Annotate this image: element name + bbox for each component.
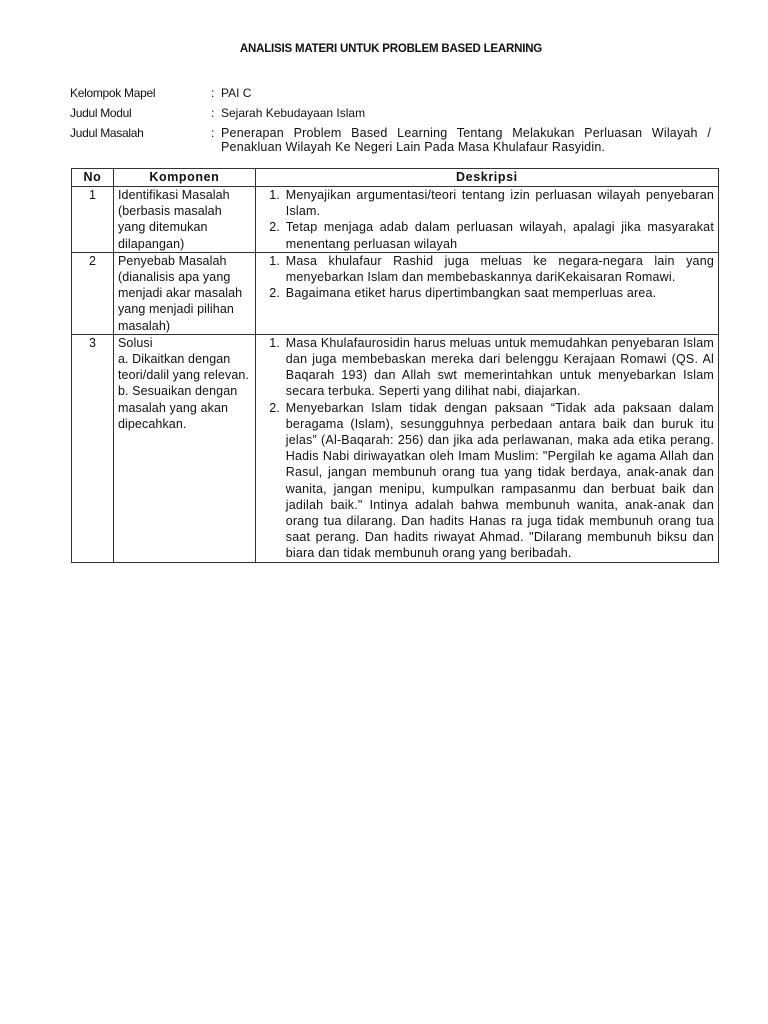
meta-colon: : [211, 106, 215, 120]
deskripsi-list [260, 335, 714, 562]
row-komponen: Penyebab Masalah (dianalisis apa yang menjadi akar masalah yang menjadi pilihan masalah) [113, 252, 255, 334]
meta-key: Kelompok Mapel [70, 86, 156, 100]
komponen-line: b. Sesuaikan dengan masalah yang akan dipecahkan. [117, 384, 238, 431]
meta-value: Sejarah Kebudayaan Islam [221, 106, 366, 120]
row-number: 2 [72, 252, 114, 334]
meta-value: Penerapan Problem Based Learning Tentang Melakukan Perluasan Wilayah / Penakluan Wilayah Ke Negeri Lain Pada Masa Khulafaur Rasyidin. [221, 126, 711, 154]
row-komponen [113, 334, 255, 562]
row-deskripsi [255, 252, 718, 334]
analysis-table [71, 168, 719, 563]
list-item: 1. Menyajikan argumentasi/teori tentang izin perluasan wilayah penyebaran Islam. [284, 187, 714, 219]
deskripsi-list [260, 187, 714, 252]
row-deskripsi [255, 187, 718, 253]
meta-colon: : [211, 86, 215, 100]
meta-key: Judul Masalah [70, 126, 144, 140]
meta-key: Judul Modul [70, 106, 132, 120]
table-header-row [72, 169, 719, 187]
table-row [72, 334, 719, 562]
table-row [72, 187, 719, 253]
header-deskripsi: Deskripsi [255, 169, 718, 187]
row-number: 1 [72, 187, 114, 253]
komponen-line: Solusi [117, 335, 153, 350]
list-item: 2. Tetap menjaga adab dalam perluasan wilayah, apalagi jika masyarakat menentang perluasan wilayah [284, 219, 714, 251]
list-item: 2. Menyebarkan Islam tidak dengan paksaan “Tidak ada paksaan dalam beragama (Islam), sesungguhnya perbedaan antara baik dan buruk itu jelas” (Al-Baqarah: 256) dan jika ada perlawanan, maka ada etika perang. Hadis Nabi diriwayatkan oleh Imam Muslim: "Pergilah ke agama Allah dan Rasul, jangan membunuh orang tua yang tidak berdaya, anak-anak dan wanita, jangan menipu, kumpulkan rampasanmu dan berbuat baik dan jadilah baik." Intinya adalah bahwa membunuh wanita, anak-anak dan orang tua dilarang. Dan hadits Hanas ra juga tidak membunuh orang tua saat perang. Dan hadits riwayat Ahmad. "Dilarang membunuh biksu dan biara dan tidak membunuh orang yang beribadah. [284, 400, 714, 562]
komponen-line: a. Dikaitkan dengan teori/dalil yang relevan. [117, 352, 249, 383]
document-title: ANALISIS MATERI UNTUK PROBLEM BASED LEARNING [239, 43, 543, 55]
list-item: 2. Bagaimana etiket harus dipertimbangkan saat memperluas area. [284, 285, 714, 301]
header-no: No [72, 169, 114, 187]
list-item: 1. Masa khulafaur Rashid juga meluas ke negara-negara lain yang menyebarkan Islam dan membebaskannya dariKekaisaran Romawi. [284, 253, 714, 285]
table-row [72, 252, 719, 334]
meta-colon: : [211, 126, 215, 140]
row-deskripsi [255, 334, 718, 562]
row-number: 3 [72, 334, 114, 562]
meta-value: PAI C [221, 86, 252, 100]
row-komponen: Identifikasi Masalah (berbasis masalah yang ditemukan dilapangan) [113, 187, 255, 253]
header-komponen: Komponen [113, 169, 255, 187]
deskripsi-list [260, 253, 714, 302]
list-item: 1. Masa Khulafaurosidin harus meluas untuk memudahkan penyebaran Islam dan juga membebaskan mereka dari belenggu Kerajaan Romawi (QS. Al Baqarah 193) dan Allah swt memerintahkan untuk menyebarkan Islam secara terbuka. Seperti yang dilihat nabi, diajarkan. [284, 335, 714, 400]
